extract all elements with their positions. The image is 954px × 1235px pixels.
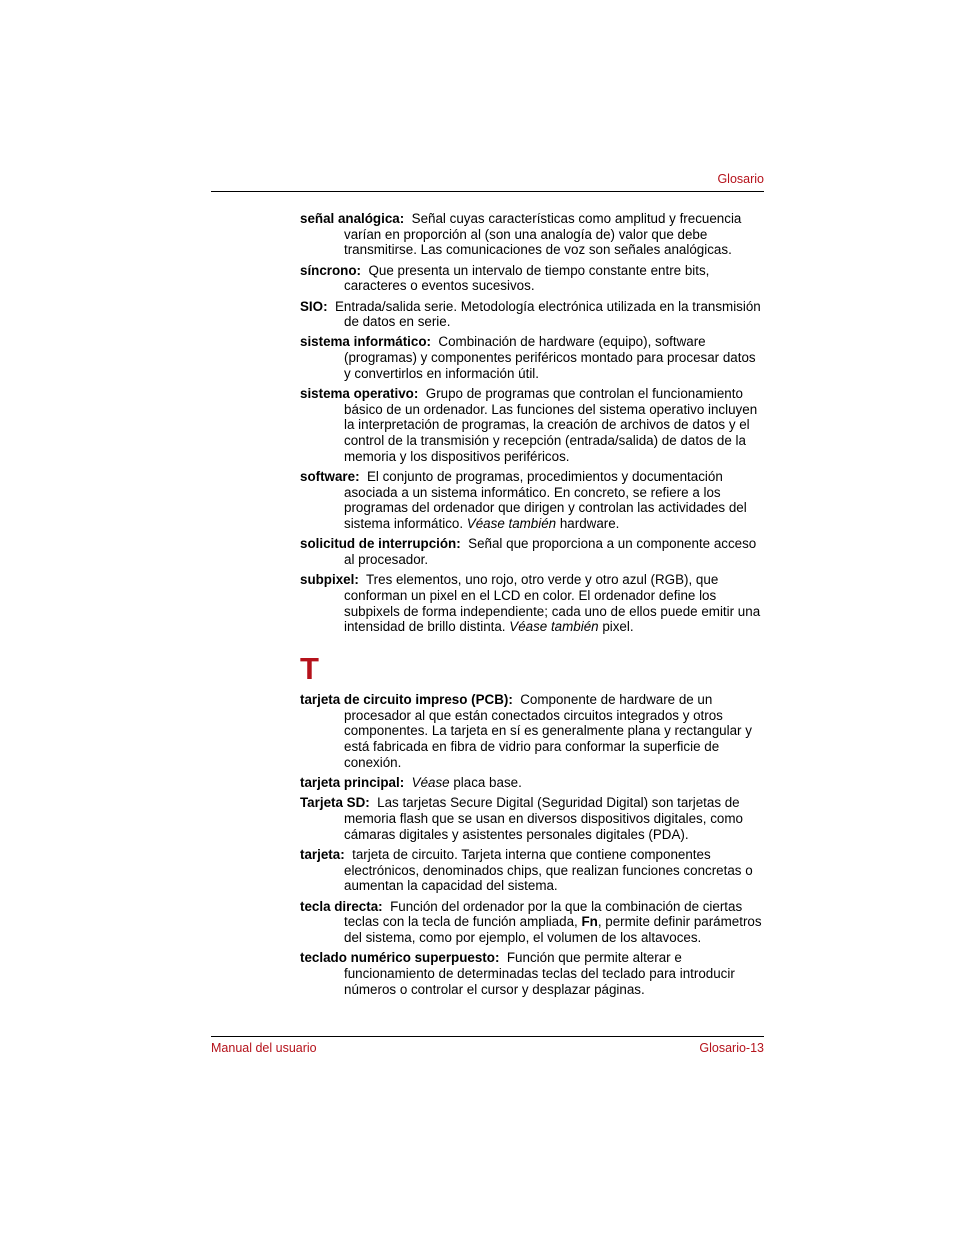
glossary-term: tarjeta:	[300, 846, 345, 862]
header-section-label: Glosario	[717, 172, 764, 186]
glossary-term: tarjeta de circuito impreso (PCB):	[300, 692, 513, 708]
glossary-content	[300, 211, 764, 1002]
glossary-entry	[300, 899, 764, 946]
glossary-definition: Función del ordenador por la que la combinación de ciertas teclas con la tecla de función ampliada,	[344, 898, 743, 930]
section-letter-t: T	[300, 651, 319, 687]
glossary-entries-t	[300, 692, 764, 997]
glossary-term: señal analógica:	[300, 211, 405, 226]
glossary-definition: tarjeta de circuito. Tarjeta interna que contiene componentes electrónicos, denominados chips, que realizan funciones concretas o aumentan la capacidad del sistema.	[344, 846, 753, 894]
cross-reference-text: Véase también	[509, 619, 599, 635]
glossary-term: síncrono:	[300, 262, 362, 278]
glossary-entry	[300, 775, 764, 791]
glossary-definition: El conjunto de programas, procedimientos y documentación asociada a un sistema informático. En concreto, se refiere a los programas del ordenador que dirigen y controlan las actividades del sistema informático.	[344, 469, 747, 532]
glossary-definition: Función que permite alterar e funcionamiento de determinadas teclas del teclado para introducir números o controlar el cursor y desplazar páginas.	[344, 950, 735, 997]
glossary-term: tecla directa:	[300, 898, 383, 914]
footer-page-number: Glosario-13	[699, 1041, 764, 1055]
glossary-definition: Combinación de hardware (equipo), software (programas) y componentes periféricos montado para procesar datos y convertirlos en información útil.	[344, 334, 756, 381]
glossary-definition: Grupo de programas que controlan el funcionamiento básico de un ordenador. Las funciones del sistema operativo incluyen la interpretación de programas, la creación de archivos de datos y el control de la transmisión y recepción (entrada/salida) de datos de la memoria y los dispositivos periféricos.	[344, 386, 758, 464]
glossary-term: SIO:	[300, 298, 328, 314]
glossary-term: tarjeta principal:	[300, 775, 405, 791]
glossary-definition: pixel.	[598, 619, 634, 635]
cross-reference-text: Véase	[411, 775, 450, 791]
glossary-definition: hardware.	[556, 516, 620, 532]
key-name-text: Fn	[581, 914, 598, 930]
glossary-entry	[300, 795, 764, 842]
glossary-entry	[300, 469, 764, 532]
glossary-term: sistema informático:	[300, 334, 431, 350]
glossary-entry	[300, 950, 764, 997]
glossary-definition: Las tarjetas Secure Digital (Seguridad Digital) son tarjetas de memoria flash que se usan en diversos dispositivos digitales, como cámaras digitales y asistentes personales digitales (PDA).	[344, 795, 743, 842]
glossary-entry	[300, 692, 764, 771]
glossary-definition: Componente de hardware de un procesador al que están conectados circuitos integrados y otros componentes. La tarjeta en sí es generalmente plana y rectangular y está fabricada en fibra de vidrio para conformar la superficie de conexión.	[344, 692, 752, 770]
glossary-term: solicitud de interrupción:	[300, 536, 461, 552]
glossary-entry	[300, 334, 764, 381]
glossary-term: sistema operativo:	[300, 386, 419, 402]
glossary-term: software:	[300, 469, 360, 485]
glossary-term: Tarjeta SD:	[300, 795, 370, 811]
glossary-definition: Señal cuyas características como amplitud y frecuencia varían en proporción al (son una analogía de) valor que debe transmitirse. Las comunicaciones de voz son señales analógicas.	[344, 211, 742, 258]
glossary-entry	[300, 211, 764, 258]
glossary-entry	[300, 386, 764, 465]
glossary-definition: Tres elementos, uno rojo, otro verde y otro azul (RGB), que conforman un pixel en el LCD en color. El ordenador define los subpixels de forma independiente; cada uno de ellos puede emitir una intensidad de brillo distinta.	[344, 572, 761, 635]
glossary-entries-s	[300, 211, 764, 635]
glossary-entry	[300, 263, 764, 294]
glossary-term: subpixel:	[300, 572, 359, 588]
footer-manual-label: Manual del usuario	[211, 1041, 317, 1055]
header-rule	[211, 191, 764, 192]
glossary-definition: placa base.	[449, 775, 522, 791]
glossary-definition: Entrada/salida serie. Metodología electrónica utilizada en la transmisión de datos en serie.	[334, 298, 761, 330]
glossary-definition: Que presenta un intervalo de tiempo constante entre bits, caracteres o eventos sucesivos.	[344, 262, 710, 294]
glossary-term: teclado numérico superpuesto:	[300, 950, 500, 966]
glossary-entry	[300, 847, 764, 894]
glossary-entry	[300, 536, 764, 567]
footer-rule	[211, 1036, 764, 1037]
glossary-definition: Señal que proporciona a un componente acceso al procesador.	[344, 536, 757, 568]
glossary-entry	[300, 299, 764, 330]
cross-reference-text: Véase también	[466, 516, 557, 532]
glossary-definition: , permite definir parámetros del sistema, como por ejemplo, el volumen de los altavoces.	[344, 914, 762, 945]
glossary-entry	[300, 572, 764, 635]
